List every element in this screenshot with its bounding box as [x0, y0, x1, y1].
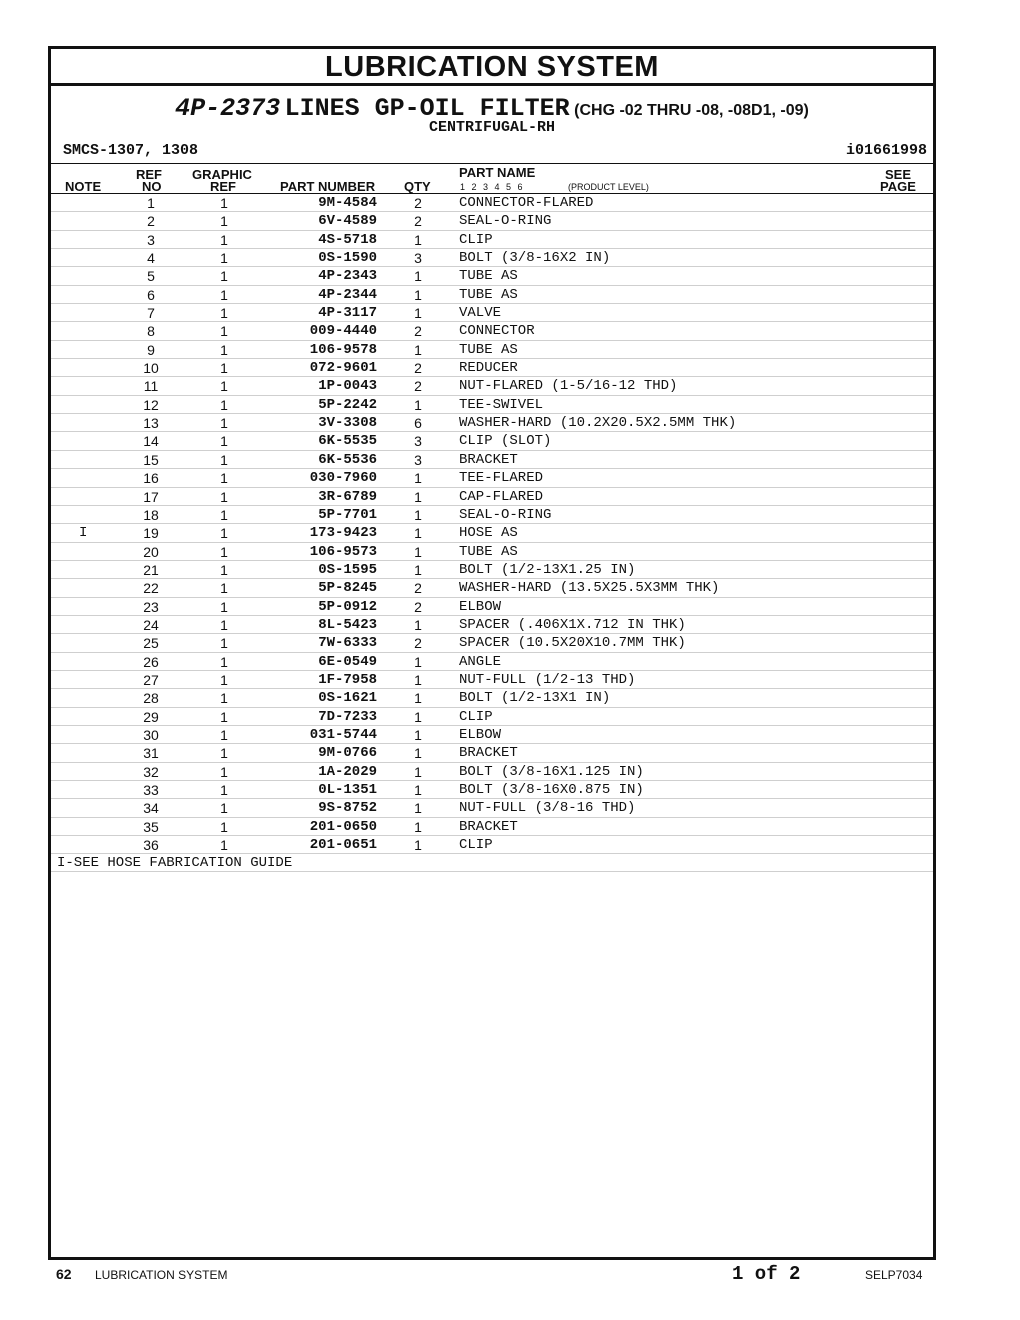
graphic-ref-cell: 1 — [220, 360, 228, 377]
ref-cell: 22 — [143, 580, 159, 597]
table-row — [51, 212, 933, 230]
table-row — [51, 781, 933, 799]
ref-cell: 9 — [147, 341, 155, 358]
qty-cell: 2 — [414, 635, 422, 652]
graphic-ref-cell: 1 — [220, 561, 228, 578]
graphic-ref-cell: 1 — [220, 470, 228, 487]
illustration-id: i01661998 — [845, 142, 927, 159]
part-number-cell: 5P-7701 — [318, 506, 377, 523]
graphic-ref-cell: 1 — [220, 745, 228, 762]
ref-cell: 13 — [143, 415, 159, 432]
part-name-cell: CLIP (SLOT) — [459, 433, 552, 450]
header-part-number: PART NUMBER — [280, 179, 376, 194]
ref-cell: 17 — [143, 488, 159, 505]
part-number-cell: 1A-2029 — [318, 763, 377, 780]
ref-cell: 11 — [143, 378, 159, 395]
table-row — [51, 616, 933, 634]
table-row — [51, 799, 933, 817]
ref-cell: 24 — [143, 616, 159, 633]
part-name-cell: CAP-FLARED — [459, 488, 544, 505]
part-name-cell: SPACER (.406X1X.712 IN THK) — [459, 616, 686, 633]
page-footer — [0, 1263, 1020, 1286]
ref-cell: 1 — [147, 195, 155, 211]
graphic-ref-cell: 1 — [220, 671, 228, 688]
table-row — [51, 267, 933, 285]
qty-cell: 1 — [414, 470, 422, 487]
ref-cell: 10 — [143, 360, 159, 377]
table-row — [51, 744, 933, 762]
qty-cell: 1 — [414, 616, 422, 633]
part-name-cell: CLIP — [459, 837, 493, 854]
part-name-cell: SEAL-O-RING — [459, 506, 552, 523]
part-number-cell: 7D-7233 — [318, 708, 377, 725]
ref-cell: 2 — [147, 213, 155, 230]
graphic-ref-cell: 1 — [220, 525, 228, 542]
table-row — [51, 341, 933, 359]
part-name-cell: VALVE — [459, 305, 502, 322]
part-number-cell: 5P-2242 — [318, 396, 377, 413]
part-name-cell: WASHER-HARD (13.5X25.5X3MM THK) — [459, 580, 720, 597]
part-number-cell: 6K-5535 — [318, 433, 377, 450]
part-number-cell: 0S-1590 — [318, 250, 377, 267]
part-number-cell: 173-9423 — [309, 525, 377, 542]
graphic-ref-cell: 1 — [220, 635, 228, 652]
qty-cell: 1 — [414, 396, 422, 413]
part-name-cell: BOLT (3/8-16X0.875 IN) — [459, 782, 644, 798]
qty-cell: 1 — [414, 561, 422, 578]
group-name: LINES GP-OIL FILTER — [284, 94, 570, 123]
part-name-cell: SPACER (10.5X20X10.7MM THK) — [459, 635, 686, 652]
part-name-cell: SEAL-O-RING — [459, 213, 552, 230]
ref-cell: 20 — [143, 543, 159, 560]
part-number-cell: 4P-2343 — [318, 268, 377, 285]
part-number-cell: 9M-0766 — [318, 745, 377, 762]
part-name-cell: TEE-SWIVEL — [459, 396, 544, 413]
table-row — [51, 653, 933, 671]
part-name-cell: BOLT (1/2-13X1.25 IN) — [459, 561, 636, 578]
qty-cell: 2 — [414, 195, 422, 211]
ref-cell: 7 — [147, 305, 155, 322]
table-row — [51, 598, 933, 616]
graphic-ref-cell: 1 — [220, 250, 228, 267]
part-name-cell: TUBE AS — [459, 286, 518, 303]
part-number-cell: 5P-0912 — [318, 598, 377, 615]
header-see-line2: PAGE — [880, 179, 916, 194]
qty-cell: 1 — [414, 305, 422, 322]
part-number-cell: 106-9578 — [309, 341, 377, 358]
graphic-ref-cell: 1 — [220, 763, 228, 780]
qty-cell: 1 — [414, 708, 422, 725]
part-name-cell: BRACKET — [459, 745, 518, 762]
part-number-cell: 030-7960 — [309, 470, 377, 487]
graphic-ref-cell: 1 — [220, 800, 228, 817]
part-number-cell: 8L-5423 — [318, 616, 377, 633]
part-name-cell: CONNECTOR — [459, 323, 535, 340]
header-part-name: PART NAME — [459, 165, 536, 180]
ref-cell: 15 — [143, 451, 159, 468]
part-number-cell: 6K-5536 — [318, 451, 377, 468]
ref-cell: 29 — [143, 708, 159, 725]
graphic-ref-cell: 1 — [220, 580, 228, 597]
qty-cell: 1 — [414, 837, 422, 854]
page-title: LUBRICATION SYSTEM — [325, 51, 659, 83]
table-row — [51, 524, 933, 542]
part-name-cell: BOLT (3/8-16X1.125 IN) — [459, 763, 644, 780]
ref-cell: 26 — [143, 653, 159, 670]
qty-cell: 1 — [414, 488, 422, 505]
group-number: 4P-2373 — [175, 94, 281, 123]
part-number-cell: 201-0651 — [309, 837, 377, 854]
qty-cell: 2 — [414, 323, 422, 340]
header-graphic-line2: REF — [210, 179, 236, 194]
qty-cell: 3 — [414, 433, 422, 450]
graphic-ref-cell: 1 — [220, 726, 228, 743]
ref-cell: 27 — [143, 671, 159, 688]
qty-cell: 1 — [414, 268, 422, 285]
part-name-cell: ELBOW — [459, 726, 502, 743]
part-number-cell: 072-9601 — [309, 360, 377, 377]
qty-cell: 2 — [414, 378, 422, 395]
ref-cell: 35 — [143, 818, 159, 835]
graphic-ref-cell: 1 — [220, 268, 228, 285]
table-row — [51, 689, 933, 707]
part-number-cell: 6E-0549 — [318, 653, 377, 670]
qty-cell: 6 — [414, 415, 422, 432]
table-row — [51, 836, 933, 854]
ref-cell: 4 — [147, 250, 155, 267]
part-name-cell: CLIP — [459, 708, 493, 725]
ref-cell: 31 — [143, 745, 159, 762]
graphic-ref-cell: 1 — [220, 506, 228, 523]
header-product-levels: 1 2 3 4 5 6 — [460, 182, 523, 192]
ref-cell: 12 — [143, 396, 159, 413]
table-row — [51, 396, 933, 414]
graphic-ref-cell: 1 — [220, 415, 228, 432]
parts-table-body — [51, 194, 933, 854]
sheet-indicator: 1 of 2 — [732, 1263, 801, 1285]
ref-cell: 36 — [143, 837, 159, 854]
ref-cell: 6 — [147, 286, 155, 303]
table-row — [51, 231, 933, 249]
table-row — [51, 304, 933, 322]
qty-cell: 2 — [414, 598, 422, 615]
qty-cell: 1 — [414, 653, 422, 670]
ref-cell: 32 — [143, 763, 159, 780]
group-heading — [51, 94, 933, 122]
ref-cell: 23 — [143, 598, 159, 615]
graphic-ref-cell: 1 — [220, 488, 228, 505]
part-name-cell: NUT-FLARED (1-5/16-12 THD) — [459, 378, 678, 395]
graphic-ref-cell: 1 — [220, 782, 228, 798]
table-row — [51, 414, 933, 432]
table-row — [51, 451, 933, 469]
graphic-ref-cell: 1 — [220, 837, 228, 854]
part-number-cell: 0S-1621 — [318, 690, 377, 707]
part-name-cell: REDUCER — [459, 360, 518, 377]
part-number-cell: 9S-8752 — [318, 800, 377, 817]
qty-cell: 1 — [414, 671, 422, 688]
part-number-cell: 3V-3308 — [318, 415, 377, 432]
qty-cell: 2 — [414, 580, 422, 597]
ref-cell: 14 — [143, 433, 159, 450]
table-row — [51, 726, 933, 744]
table-row — [51, 506, 933, 524]
ref-cell: 19 — [143, 525, 159, 542]
part-number-cell: 4S-5718 — [318, 231, 377, 248]
group-change-range: (CHG -02 THRU -08, -08D1, -09) — [574, 102, 809, 119]
page-number: 62 — [56, 1266, 72, 1282]
qty-cell: 1 — [414, 690, 422, 707]
footnote: I-SEE HOSE FABRICATION GUIDE — [51, 854, 933, 872]
ref-cell: 28 — [143, 690, 159, 707]
table-row — [51, 377, 933, 395]
ref-cell: 16 — [143, 470, 159, 487]
part-name-cell: TEE-FLARED — [459, 470, 544, 487]
part-number-cell: 6V-4589 — [318, 213, 377, 230]
qty-cell: 1 — [414, 543, 422, 560]
ref-cell: 8 — [147, 323, 155, 340]
part-name-cell: BRACKET — [459, 818, 518, 835]
part-name-cell: CLIP — [459, 231, 493, 248]
smcs-codes: SMCS-1307, 1308 — [63, 142, 199, 159]
part-number-cell: 1P-0043 — [318, 378, 377, 395]
qty-cell: 1 — [414, 800, 422, 817]
ref-cell: 33 — [143, 782, 159, 798]
part-number-cell: 3R-6789 — [318, 488, 377, 505]
table-row — [51, 634, 933, 652]
qty-cell: 1 — [414, 286, 422, 303]
qty-cell: 3 — [414, 451, 422, 468]
graphic-ref-cell: 1 — [220, 286, 228, 303]
part-number-cell: 106-9573 — [309, 543, 377, 560]
ref-cell: 5 — [147, 268, 155, 285]
part-number-cell: 0L-1351 — [318, 782, 377, 798]
graphic-ref-cell: 1 — [220, 231, 228, 248]
part-number-cell: 1F-7958 — [318, 671, 377, 688]
qty-cell: 1 — [414, 506, 422, 523]
part-number-cell: 201-0650 — [309, 818, 377, 835]
graphic-ref-cell: 1 — [220, 341, 228, 358]
part-name-cell: ANGLE — [459, 653, 502, 670]
part-number-cell: 4P-3117 — [318, 305, 377, 322]
header-ref-line1: REF — [136, 167, 162, 182]
header-see-line1: SEE — [885, 167, 912, 182]
table-header — [51, 164, 933, 194]
part-number-cell: 7W-6333 — [318, 635, 377, 652]
table-row — [51, 818, 933, 836]
graphic-ref-cell: 1 — [220, 616, 228, 633]
part-name-cell: BOLT (1/2-13X1 IN) — [459, 690, 611, 707]
part-number-cell: 5P-8245 — [318, 580, 377, 597]
graphic-ref-cell: 1 — [220, 378, 228, 395]
qty-cell: 1 — [414, 525, 422, 542]
graphic-ref-cell: 1 — [220, 598, 228, 615]
group-subtitle: CENTRIFUGAL-RH — [428, 119, 556, 136]
qty-cell: 1 — [414, 818, 422, 835]
graphic-ref-cell: 1 — [220, 543, 228, 560]
table-row — [51, 194, 933, 212]
part-number-cell: 031-5744 — [309, 726, 377, 743]
graphic-ref-cell: 1 — [220, 690, 228, 707]
qty-cell: 1 — [414, 745, 422, 762]
qty-cell: 3 — [414, 250, 422, 267]
graphic-ref-cell: 1 — [220, 818, 228, 835]
qty-cell: 1 — [414, 782, 422, 798]
part-name-cell: NUT-FULL (3/8-16 THD) — [459, 800, 636, 817]
part-number-cell: 009-4440 — [309, 323, 377, 340]
qty-cell: 1 — [414, 763, 422, 780]
graphic-ref-cell: 1 — [220, 323, 228, 340]
qty-cell: 1 — [414, 726, 422, 743]
table-row — [51, 708, 933, 726]
header-product-level-label: (PRODUCT LEVEL) — [568, 182, 649, 192]
part-name-cell: CONNECTOR-FLARED — [459, 195, 594, 211]
ref-cell: 21 — [143, 561, 159, 578]
part-name-cell: BRACKET — [459, 451, 518, 468]
part-name-cell: NUT-FULL (1/2-13 THD) — [459, 671, 636, 688]
ref-cell: 3 — [147, 231, 155, 248]
part-name-cell: ELBOW — [459, 598, 502, 615]
ref-cell: 34 — [143, 800, 159, 817]
note-cell: I — [79, 525, 88, 542]
table-row — [51, 469, 933, 487]
qty-cell: 1 — [414, 341, 422, 358]
graphic-ref-cell: 1 — [220, 396, 228, 413]
part-name-cell: TUBE AS — [459, 268, 518, 285]
header-note: NOTE — [65, 179, 102, 194]
ref-cell: 30 — [143, 726, 159, 743]
part-number-cell: 9M-4584 — [318, 195, 377, 211]
table-row — [51, 359, 933, 377]
graphic-ref-cell: 1 — [220, 653, 228, 670]
table-row — [51, 488, 933, 506]
graphic-ref-cell: 1 — [220, 433, 228, 450]
qty-cell: 2 — [414, 213, 422, 230]
part-number-cell: 4P-2344 — [318, 286, 377, 303]
header-ref-line2: NO — [142, 179, 162, 194]
parts-page-frame — [48, 46, 936, 1260]
table-row — [51, 249, 933, 267]
part-name-cell: WASHER-HARD (10.2X20.5X2.5MM THK) — [459, 415, 737, 432]
table-row — [51, 671, 933, 689]
graphic-ref-cell: 1 — [220, 451, 228, 468]
header-graphic-line1: GRAPHIC — [192, 167, 252, 182]
table-row — [51, 322, 933, 340]
table-row — [51, 432, 933, 450]
header-qty: QTY — [404, 179, 431, 194]
title-bar — [51, 49, 933, 86]
table-row — [51, 763, 933, 781]
ref-cell: 18 — [143, 506, 159, 523]
part-number-cell: 0S-1595 — [318, 561, 377, 578]
table-row — [51, 286, 933, 304]
qty-cell: 2 — [414, 360, 422, 377]
ref-cell: 25 — [143, 635, 159, 652]
part-name-cell: BOLT (3/8-16X2 IN) — [459, 250, 611, 267]
graphic-ref-cell: 1 — [220, 708, 228, 725]
graphic-ref-cell: 1 — [220, 213, 228, 230]
graphic-ref-cell: 1 — [220, 305, 228, 322]
table-row — [51, 579, 933, 597]
table-row — [51, 561, 933, 579]
footer-section: LUBRICATION SYSTEM — [95, 1268, 228, 1282]
part-name-cell: TUBE AS — [459, 543, 518, 560]
graphic-ref-cell: 1 — [220, 195, 228, 211]
part-name-cell: TUBE AS — [459, 341, 518, 358]
publication-number: SELP7034 — [865, 1268, 923, 1282]
table-row — [51, 543, 933, 561]
qty-cell: 1 — [414, 231, 422, 248]
part-name-cell: HOSE AS — [459, 525, 518, 542]
smcs-row — [51, 140, 933, 164]
